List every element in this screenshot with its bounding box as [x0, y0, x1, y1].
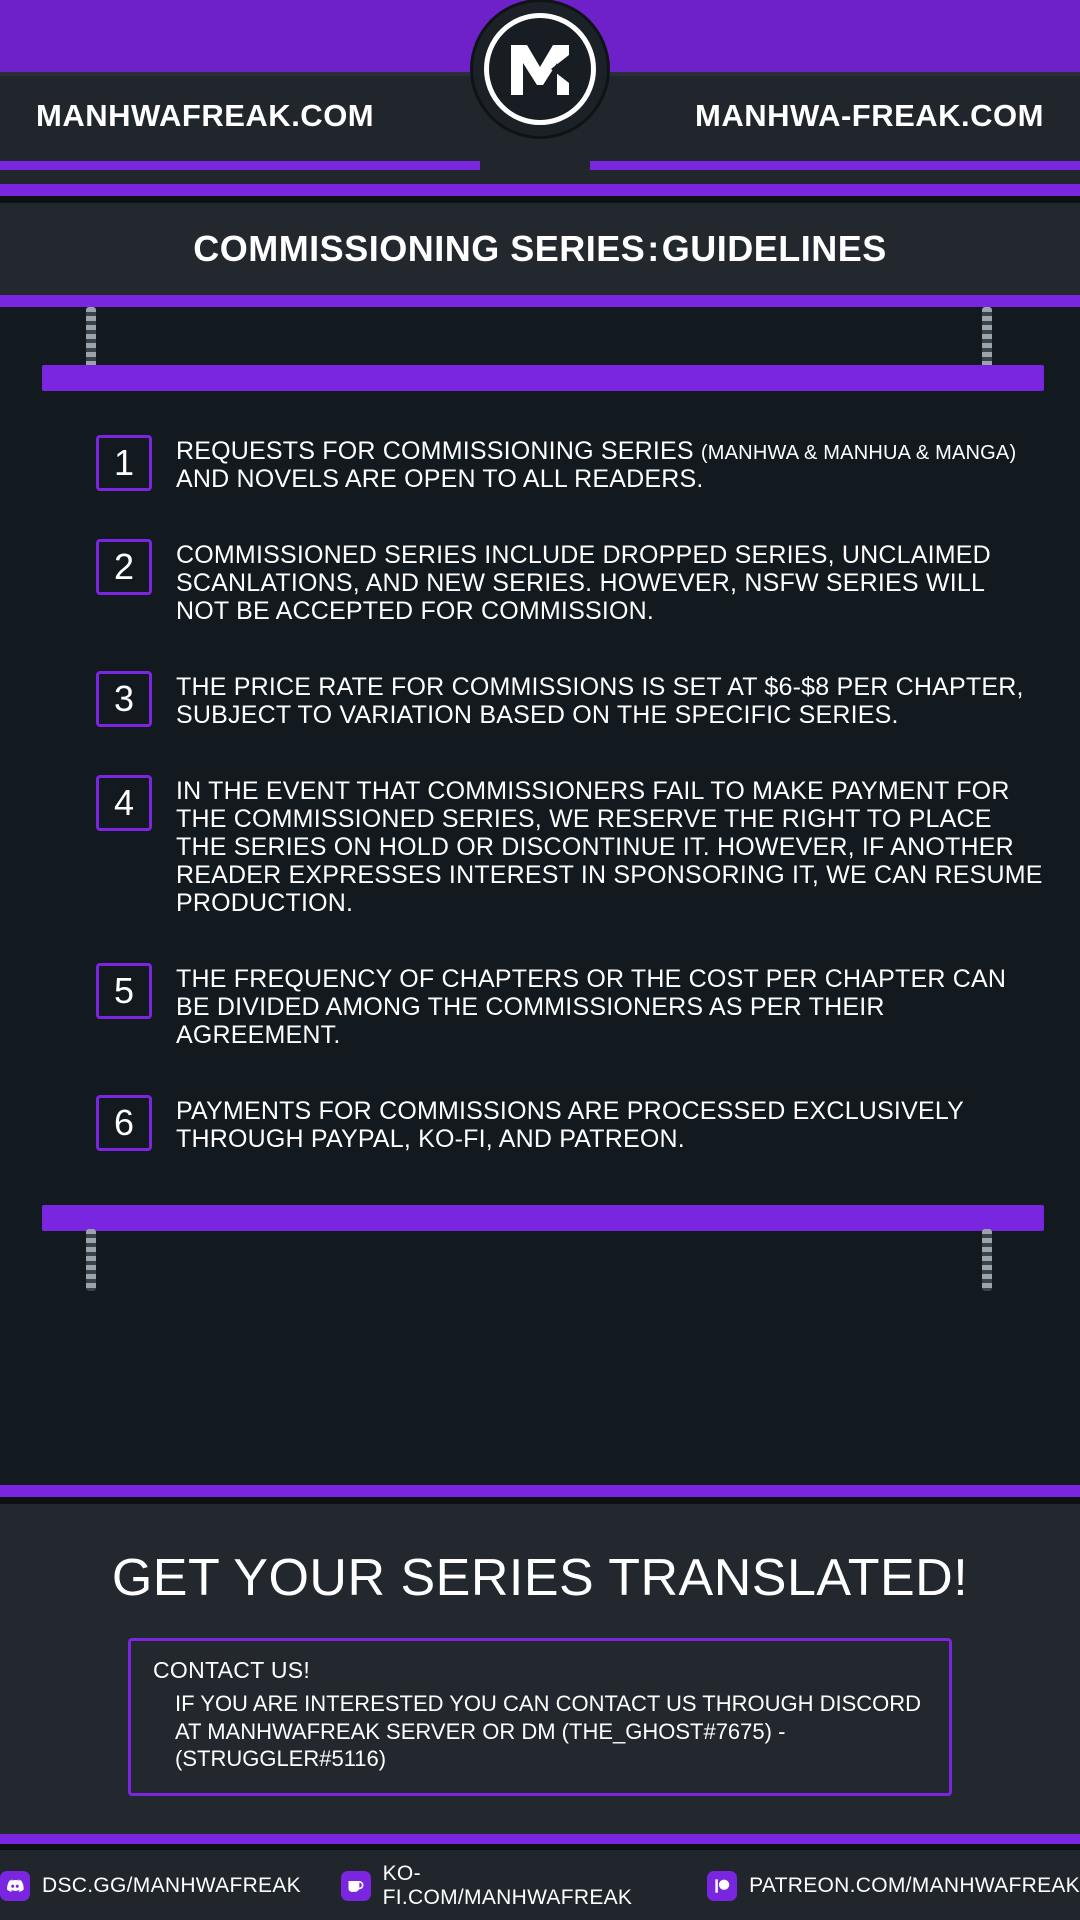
rule-text: PAYMENTS FOR COMMISSIONS ARE PROCESSED EXCLUSIVELY THROUGH PAYPAL, KO-FI, AND PATREON. [176, 1097, 964, 1153]
page-title-band [0, 203, 1080, 295]
rule-text-part-2: AND NOVELS ARE OPEN TO ALL READERS. [176, 465, 704, 493]
contact-box [128, 1638, 952, 1796]
header-rule-right [590, 161, 1080, 170]
social-label-discord: DSC.GG/MANHWAFREAK [42, 1873, 301, 1897]
page-title [193, 228, 887, 270]
divider-purple-above-cta [0, 1485, 1080, 1497]
rule-text [176, 433, 1044, 493]
social-link-patreon[interactable] [707, 1871, 1080, 1901]
rule-item [96, 1093, 1044, 1153]
site-name-right: MANHWA-FREAK.COM [695, 98, 1044, 133]
site-name-left: MANHWAFREAK.COM [36, 98, 375, 133]
rule-text: THE PRICE RATE FOR COMMISSIONS IS SET AT $6-$8 PER CHAPTER, SUBJECT TO VARIATION BASED ON THE SPECIFIC SERIES. [176, 673, 1024, 729]
rule-number-badge: 3 [96, 671, 152, 727]
social-label-patreon: PATREON.COM/MANHWAFREAK [749, 1873, 1080, 1897]
top-hanging-bar-group [0, 307, 1080, 385]
rule-item [96, 773, 1044, 917]
rule-number-badge: 2 [96, 539, 152, 595]
page-title-separator: : [647, 228, 660, 269]
rules-list [0, 385, 1080, 1153]
rule-text-part-1: REQUESTS FOR COMMISSIONING SERIES [176, 437, 701, 465]
chain-right-top [982, 307, 992, 369]
guidelines-body [0, 307, 1080, 1485]
page-title-main: COMMISSIONING SERIES [193, 228, 646, 269]
rule-item [96, 961, 1044, 1049]
site-logo [473, 2, 607, 136]
divider-purple-under-title [0, 295, 1080, 307]
rule-text: THE FREQUENCY OF CHAPTERS OR THE COST PER CHAPTER CAN BE DIVIDED AMONG THE COMMISSIONERS AS PER THEIR AGREEMENT. [176, 965, 1007, 1049]
page-title-sub: GUIDELINES [661, 228, 887, 269]
divider-purple-top [0, 184, 1080, 196]
contact-line-2: AT MANHWAFREAK SERVER OR DM (THE_GHOST#7675) - (STRUGGLER#5116) [175, 1718, 786, 1771]
rule-number-badge: 1 [96, 435, 152, 491]
hanging-bar-bottom [42, 1205, 1044, 1231]
rule-text-parenthetical: (MANHWA & MANHUA & MANGA) [700, 442, 1017, 464]
kofi-icon [341, 1871, 371, 1901]
cta-section [0, 1504, 1080, 1834]
hanging-bar-top [42, 365, 1044, 391]
contact-line-1: IF YOU ARE INTERESTED YOU CAN CONTACT US THROUGH DISCORD [175, 1691, 922, 1716]
rule-number-badge: 4 [96, 775, 152, 831]
patreon-icon [707, 1871, 737, 1901]
chain-left-top [86, 307, 96, 369]
bottom-hanging-bar-group [0, 1197, 1080, 1287]
social-link-kofi[interactable] [341, 1862, 667, 1910]
discord-icon [0, 1871, 30, 1901]
manhwafreak-m-logo-icon [507, 39, 573, 99]
rule-item [96, 537, 1044, 625]
social-link-discord[interactable] [0, 1871, 301, 1901]
contact-title: CONTACT US! [153, 1657, 311, 1683]
social-label-kofi: KO-FI.COM/MANHWAFREAK [382, 1861, 633, 1909]
chain-right-bottom [982, 1229, 992, 1291]
divider-purple-above-social [0, 1834, 1080, 1844]
rule-number-badge: 6 [96, 1095, 152, 1151]
divider-dark-top [0, 196, 1080, 203]
cta-heading: GET YOUR SERIES TRANSLATED! [111, 1549, 969, 1607]
chain-left-bottom [86, 1229, 96, 1291]
rule-text: IN THE EVENT THAT COMMISSIONERS FAIL TO MAKE PAYMENT FOR THE COMMISSIONED SERIES, WE RESERVE THE RIGHT TO PLACE THE SERIES ON HOLD OR DISCONTINUE IT. HOWEVER, IF ANOTHER READER EXPRESSES INTEREST IN SPONSORING IT, WE CAN RESUME PRODUCTION. [176, 777, 1043, 917]
divider-dark-above-cta [0, 1497, 1080, 1504]
header-rule-left [0, 161, 480, 170]
social-links-bar [0, 1850, 1080, 1920]
rule-number-badge: 5 [96, 963, 152, 1019]
rule-text: COMMISSIONED SERIES INCLUDE DROPPED SERIES, UNCLAIMED SCANLATIONS, AND NEW SERIES. HOWEVER, NSFW SERIES WILL NOT BE ACCEPTED FOR COMMISSION. [176, 541, 991, 625]
rule-item [96, 433, 1044, 493]
logo-circle [484, 13, 596, 125]
rule-item [96, 669, 1044, 729]
